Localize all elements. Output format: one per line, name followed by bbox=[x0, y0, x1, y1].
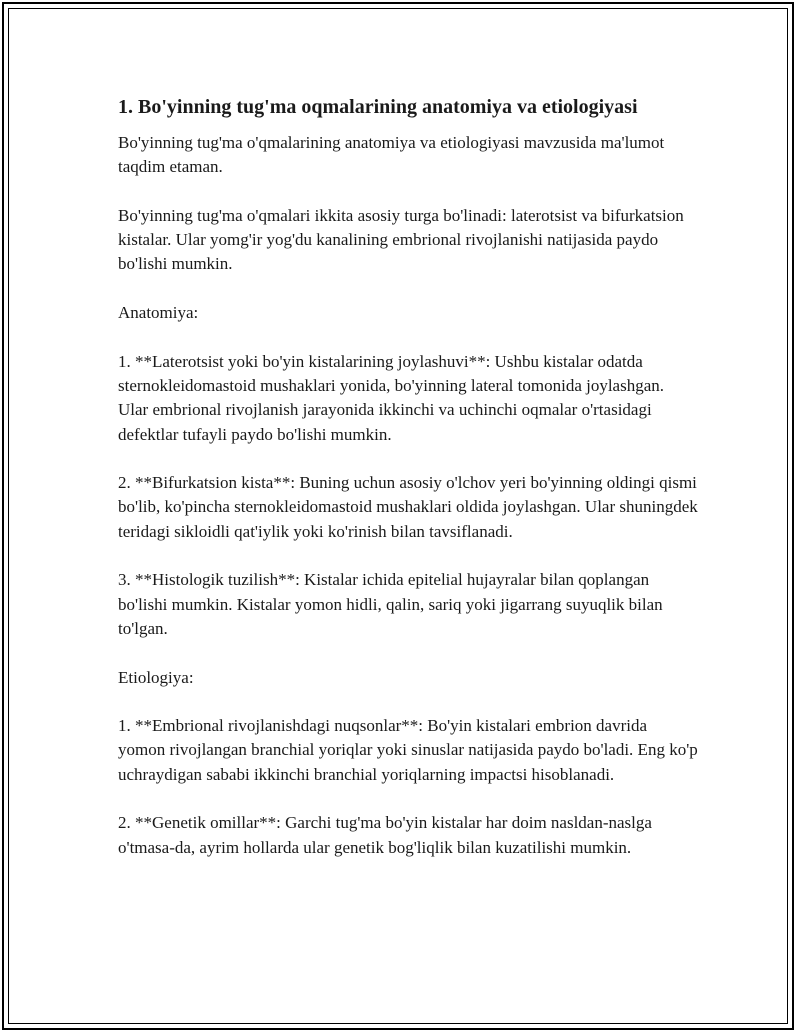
paragraph-etiology-item-2: 2. **Genetik omillar**: Garchi tug'ma bo'yin kistalar har doim nasldan-naslga o'tmasa-da, ayrim hollarda ular genetik bog'liqlik bilan kuzatilishi mumkin. bbox=[118, 813, 652, 857]
section-heading-etiology: Etiologiya: bbox=[118, 667, 194, 687]
paragraph-types: Bo'yinning tug'ma o'qmalari ikkita asosiy turga bo'linadi: laterotsist va bifurkatsion kistalar. Ular yomg'ir yog'du kanalining embrional rivojlanishi natijasida paydo bo'lishi mumkin. bbox=[118, 205, 684, 274]
section-heading-anatomy: Anatomiya: bbox=[118, 303, 199, 323]
paragraph-anatomy-item-2: 2. **Bifurkatsion kista**: Buning uchun asosiy o'lchov yeri bo'yinning oldingi qismi bo'lib, ko'pincha sternokleidomastoid mushaklari oldida joylashgan. Ular shuningdek teridagi sikloidli qat'iylik yoki ko'rinish bilan tavsiflanadi. bbox=[118, 473, 698, 541]
paragraph-etiology-item-1: 1. **Embrional rivojlanishdagi nuqsonlar**: Bo'yin kistalari embrion davrida yomon rivojlangan branchial yoriqlar yoki sinuslar natijasida paydo bo'ladi. Eng ko'p uchraydigan sababi ikkinchi branchial yoriqlarning impactsi hisoblanadi. bbox=[118, 716, 698, 784]
document-title: 1. Bo'yinning tug'ma oqmalarining anatomiya va etiologiyasi bbox=[118, 96, 638, 118]
paragraph-intro: Bo'yinning tug'ma o'qmalarining anatomiya va etiologiyasi mavzusida ma'lumot taqdim etaman. bbox=[118, 133, 665, 177]
document-body bbox=[118, 93, 698, 884]
paragraph-anatomy-item-1: 1. **Laterotsist yoki bo'yin kistalarining joylashuvi**: Ushbu kistalar odatda sternokleidomastoid mushaklari yonida, bo'yinning lateral tomonida joylashgan. Ular embrional rivojlanish jarayonida ikkinchi va uchinchi oqmalar o'rtasidagi defektlar tufayli paydo bo'lishi mumkin. bbox=[118, 351, 665, 444]
paragraph-anatomy-item-3: 3. **Histologik tuzilish**: Kistalar ichida epitelial hujayralar bilan qoplangan bo'lishi mumkin. Kistalar yomon hidli, qalin, sariq yoki jigarrang suyuqlik bilan to'lgan. bbox=[118, 570, 663, 638]
